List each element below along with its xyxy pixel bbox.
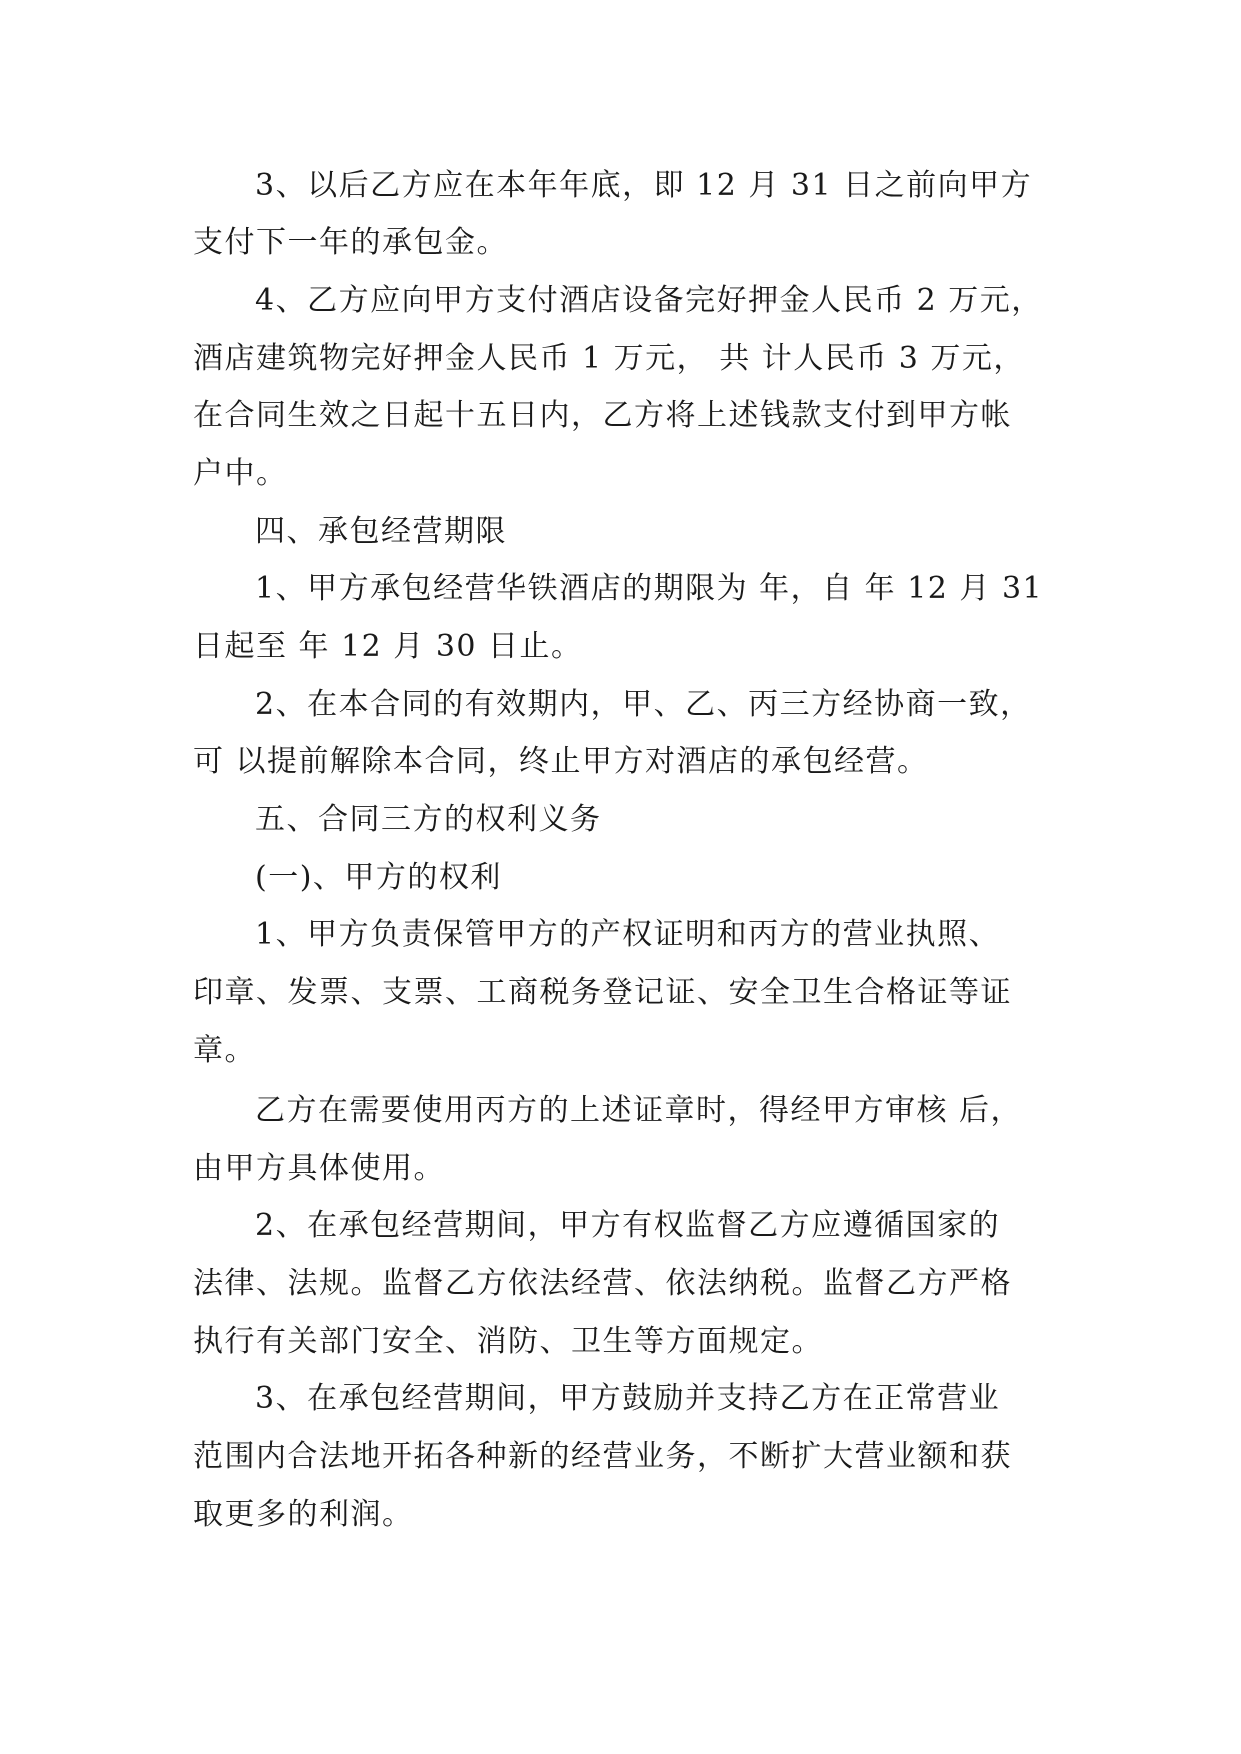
text-line: 2、在承包经营期间，甲方有权监督乙方应遵循国家的 — [255, 1208, 1001, 1243]
text-line: 范围内合法地开拓各种新的经营业务，不断扩大营业额和获 — [193, 1439, 1012, 1474]
text-line: 在合同生效之日起十五日内，乙方将上述钱款支付到甲方帐 — [193, 398, 1012, 433]
text-line: 酒店建筑物完好押金人民币 1 万元， 共 计人民币 3 万元， — [193, 341, 1025, 376]
text-line: 1、甲方负责保管甲方的产权证明和丙方的营业执照、 — [255, 917, 1001, 952]
text-line: 3、以后乙方应在本年年底，即 12 月 31 日之前向甲方 — [255, 168, 1033, 203]
text-line: 4、乙方应向甲方支付酒店设备完好押金人民币 2 万元， — [255, 283, 1043, 318]
subsection-heading: (一)、甲方的权利 — [255, 860, 502, 895]
text-line: 印章、发票、支票、工商税务登记证、安全卫生合格证等证 — [193, 975, 1012, 1010]
text-line: 2、在本合同的有效期内，甲、乙、丙三方经协商一致， — [255, 687, 1032, 722]
section-heading: 五、合同三方的权利义务 — [255, 802, 602, 837]
text-line: 1、甲方承包经营华铁酒店的期限为 年，自 年 12 月 31 — [255, 571, 1044, 606]
text-line: 章。 — [193, 1033, 256, 1068]
section-heading: 四、承包经营期限 — [255, 514, 507, 549]
text-line: 日起至 年 12 月 30 日止。 — [193, 629, 583, 664]
text-line: 由甲方具体使用。 — [193, 1151, 445, 1186]
text-line: 3、在承包经营期间，甲方鼓励并支持乙方在正常营业 — [255, 1381, 1001, 1416]
text-line: 可 以提前解除本合同，终止甲方对酒店的承包经营。 — [193, 744, 929, 779]
text-line: 法律、法规。监督乙方依法经营、依法纳税。监督乙方严格 — [193, 1266, 1012, 1301]
text-line: 取更多的利润。 — [193, 1497, 414, 1532]
text-line: 支付下一年的承包金。 — [193, 225, 508, 260]
text-line: 户中。 — [193, 456, 288, 491]
text-line: 执行有关部门安全、消防、卫生等方面规定。 — [193, 1324, 823, 1359]
text-line: 乙方在需要使用丙方的上述证章时，得经甲方审核 后， — [255, 1093, 1023, 1128]
